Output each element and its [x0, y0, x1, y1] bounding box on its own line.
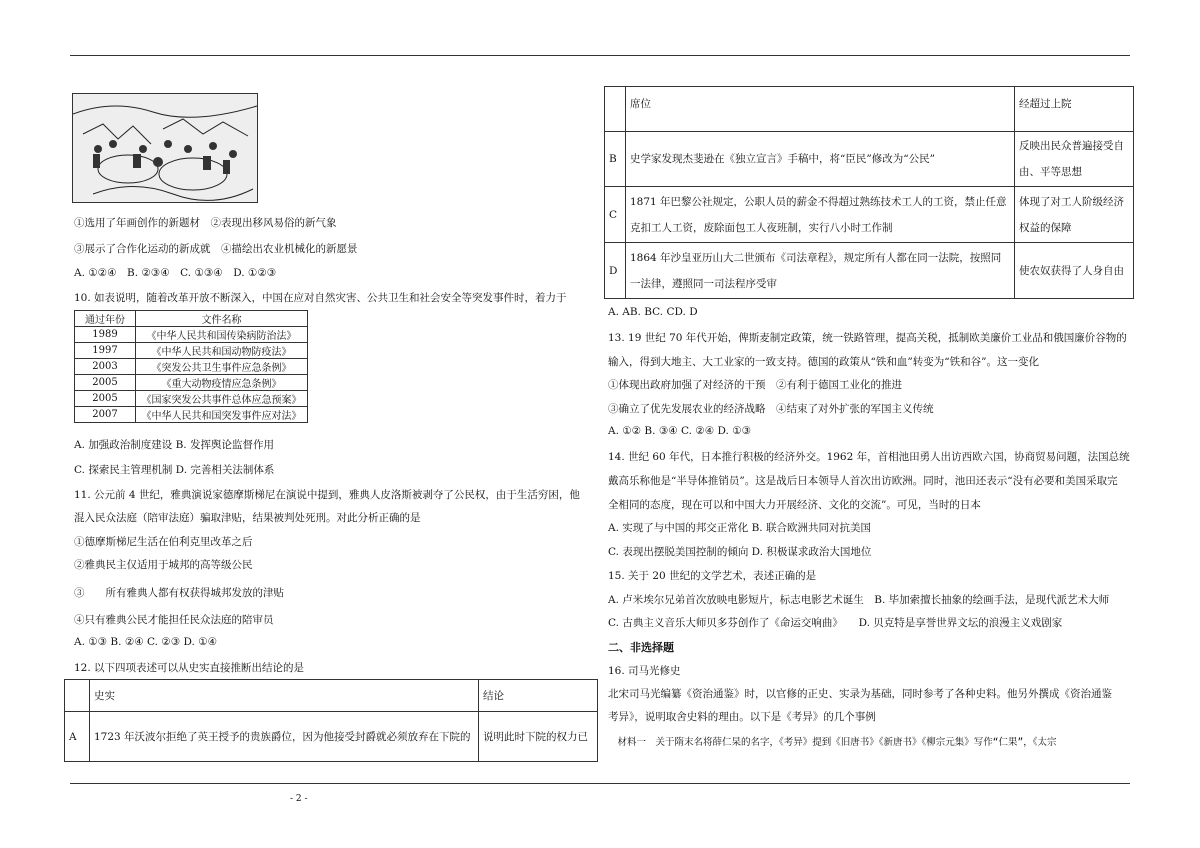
q12-table-part1 [64, 679, 598, 762]
table-header-document: 文件名称 [136, 311, 308, 327]
table-row [65, 712, 598, 762]
q13-option-line-1: ①体现出政府加强了对经济的干预 ②有利于德国工业化的推进 [608, 379, 902, 391]
table-row [605, 243, 1134, 299]
table-cell: 史学家发现杰斐逊在《独立宣言》手稿中，将“臣民”修改为“公民” [626, 132, 1015, 187]
table-cell: 使农奴获得了人身自由 [1015, 243, 1134, 299]
q11-option-2: ②雅典民主仅适用于城邦的高等级公民 [74, 559, 253, 571]
table-cell: 1723 年沃波尔拒绝了英王授予的贵族爵位，因为他接受封爵就必须放弃在下院的 [90, 712, 479, 762]
woodcut-illustration [72, 93, 258, 203]
table-row [605, 187, 1134, 243]
q12-table-part2 [604, 86, 1134, 299]
q14-option-line-1: A. 实现了与中国的邦交正常化 B. 联合欧洲共同对抗美国 [608, 522, 871, 534]
table-row [75, 375, 308, 391]
q11-option-1: ①德摩斯梯尼生活在伯利克里改革之后 [74, 536, 253, 548]
q11-answer-choices: A. ①③ B. ②④ C. ②③ D. ①④ [74, 636, 218, 648]
table-cell: 席位 [626, 87, 1015, 132]
q10-option-line-2: C. 探索民主管理机制 D. 完善相关法制体系 [74, 464, 275, 476]
q12-stem: 12. 以下四项表述可以从史实直接推断出结论的是 [74, 662, 305, 674]
q11-option-4: ④只有雅典公民才能担任民众法庭的陪审员 [74, 614, 274, 626]
q13-answer-choices: A. ①② B. ③④ C. ②④ D. ①③ [608, 425, 752, 437]
table-cell: 《中华人民共和国突发事件应对法》 [136, 407, 308, 423]
top-rule [70, 55, 1130, 56]
q11-line-1: 11. 公元前 4 世纪，雅典演说家德摩斯梯尼在演说中提到，雅典人皮洛斯被剥夺了公民权，由于生活穷困，他 [74, 489, 580, 501]
q16-title: 16. 司马光修史 [608, 665, 681, 677]
table-header-fact: 史实 [90, 680, 479, 712]
table-row [75, 391, 308, 407]
q13-line-1: 13. 19 世纪 70 年代开始，俾斯麦制定政策，统一铁路管理，提高关税，抵制欧美廉价工业品和俄国廉价谷物的 [608, 332, 1127, 344]
table-cell: 1989 [75, 327, 136, 343]
q13-line-2: 输入，得到大地主、大工业家的一致支持。德国的政策从“铁和血”转变为“铁和谷”。这一变化 [608, 356, 1039, 368]
table-cell: A [65, 712, 90, 762]
table-header-conclusion: 结论 [479, 680, 598, 712]
table-cell: 《突发公共卫生事件应急条例》 [136, 359, 308, 375]
table-cell: 2005 [75, 391, 136, 407]
section-heading-non-choice: 二、非选择题 [608, 641, 674, 654]
table-row [75, 327, 308, 343]
table-cell: 1864 年沙皇亚历山大二世颁布《司法章程》，规定所有人都在同一法院，按照同一法律，遵照同一司法程序受审 [626, 243, 1015, 299]
q11-line-2: 混入民众法庭（陪审法庭）骗取津贴，结果被判处死刑。对此分析正确的是 [74, 512, 421, 524]
table-row [75, 343, 308, 359]
q11-option-3: ③ 所有雅典人都有权获得城邦发放的津贴 [74, 587, 284, 599]
q14-line-3: 全相同的态度，现在可以和中国大力开展经济、文化的交流”。可见，当时的日本 [608, 499, 981, 511]
table-cell: 《中华人民共和国传染病防治法》 [136, 327, 308, 343]
q13-option-line-2: ③确立了优先发展农业的经济战略 ④结束了对外扩张的军国主义传统 [608, 403, 934, 415]
table-cell: 《中华人民共和国动物防疫法》 [136, 343, 308, 359]
table-cell: C [605, 187, 626, 243]
table-header-year: 通过年份 [75, 311, 136, 327]
q9-answer-choices: A. ①②④ B. ②③④ C. ①③④ D. ①②③ [74, 267, 277, 279]
q9-option-line-1: ①选用了年画创作的新题材 ②表现出移风易俗的新气象 [74, 217, 337, 229]
table-cell: 《国家突发公共事件总体应急预案》 [136, 391, 308, 407]
table-cell: 说明此时下院的权力已 [479, 712, 598, 762]
table-row [605, 132, 1134, 187]
table-row [605, 87, 1134, 132]
table-cell: 1871 年巴黎公社规定，公职人员的薪金不得超过熟练技术工人的工资，禁止任意克扣工人工资，废除面包工人夜班制，实行八小时工作制 [626, 187, 1015, 243]
q12-answer-choices: A. AB. BC. CD. D [608, 306, 698, 318]
table-cell: 2007 [75, 407, 136, 423]
q15-option-line-1: A. 卢米埃尔兄弟首次放映电影短片，标志电影艺术诞生 B. 毕加索擅长抽象的绘画手法，是现代派艺术大师 [608, 594, 1110, 606]
q15-stem: 15. 关于 20 世纪的文学艺术，表述正确的是 [608, 570, 817, 582]
table-cell [605, 87, 626, 132]
table-cell: 2005 [75, 375, 136, 391]
q10-legislation-table [74, 310, 308, 423]
table-cell: 1997 [75, 343, 136, 359]
table-cell: 2003 [75, 359, 136, 375]
table-cell: 经超过上院 [1015, 87, 1134, 132]
q16-material-1: 材料一 关于隋末名将薛仁杲的名字，《考异》提到《旧唐书》《新唐书》《柳宗元集》写作“仁果”，《太宗 [608, 737, 1057, 748]
table-cell: 反映出民众普遍接受自由、平等思想 [1015, 132, 1134, 187]
q16-line-1: 北宋司马光编纂《资治通鉴》时，以官修的正史、实录为基础，同时参考了各种史料。他另外撰成《资治通鉴 [608, 688, 1112, 700]
table-row [75, 407, 308, 423]
q14-line-1: 14. 世纪 60 年代，日本推行积极的经济外交。1962 年，首相池田勇人出访西欧六国，协商贸易问题，法国总统 [608, 451, 1130, 463]
table-header-row [65, 680, 598, 712]
q16-line-2: 考异》，说明取舍史料的理由。以下是《考异》的几个事例 [608, 711, 876, 723]
q14-line-2: 戴高乐称他是“半导体推销员”。这是战后日本领导人首次出访欧洲。同时，池田还表示“没有必要和美国采取完 [608, 475, 1118, 487]
table-cell: D [605, 243, 626, 299]
table-cell: 《重大动物疫情应急条例》 [136, 375, 308, 391]
table-header-letter [65, 680, 90, 712]
table-cell: 体现了对工人阶级经济权益的保障 [1015, 187, 1134, 243]
q15-option-line-2: C. 古典主义音乐大师贝多芬创作了《命运交响曲》 D. 贝克特是享誉世界文坛的浪漫主义戏剧家 [608, 617, 1063, 629]
table-row [75, 359, 308, 375]
bottom-rule [70, 783, 1130, 784]
q10-stem: 10. 如表说明，随着改革开放不断深入，中国在应对自然灾害、公共卫生和社会安全等突发事件时，着力于 [74, 292, 567, 304]
q14-option-line-2: C. 表现出摆脱美国控制的倾向 D. 积极谋求政治大国地位 [608, 546, 872, 558]
q9-option-line-2: ③展示了合作化运动的新成就 ④描绘出农业机械化的新愿景 [74, 243, 358, 255]
table-header-row [75, 311, 308, 327]
table-cell: B [605, 132, 626, 187]
q10-option-line-1: A. 加强政治制度建设 B. 发挥舆论监督作用 [74, 439, 274, 451]
page-number: - 2 - [290, 794, 308, 804]
